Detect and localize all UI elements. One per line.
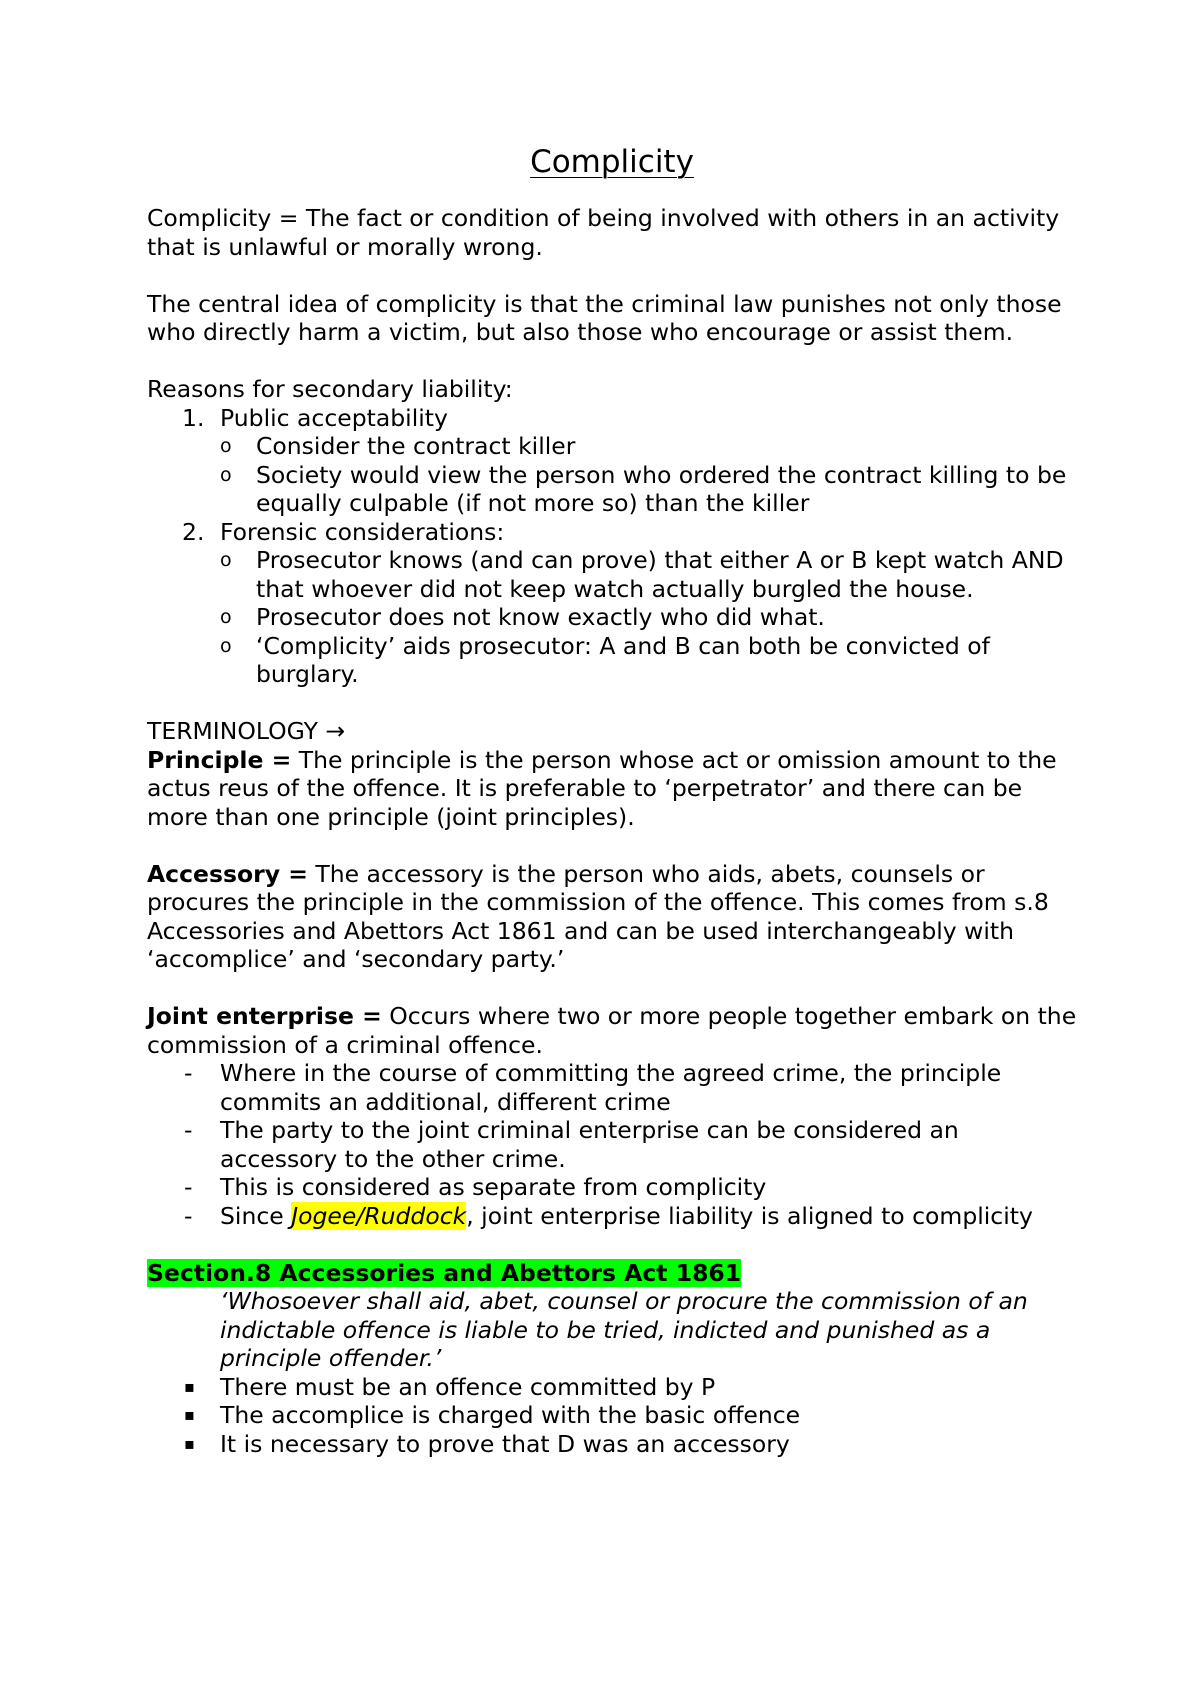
sub-list-item xyxy=(220,546,1077,603)
dash-bullet-icon: - xyxy=(184,1059,193,1087)
sub-item-text: Prosecutor does not know exactly who did what. xyxy=(256,603,825,631)
list-item xyxy=(147,1430,1077,1459)
section-heading: Section.8 Accessories and Abettors Act 1861 xyxy=(147,1258,742,1287)
page-title: Complicity xyxy=(530,144,694,180)
sub-list-item xyxy=(220,461,1077,518)
definition-paragraph: Complicity = The fact or condition of being involved with others in an activity that is unlawful or morally wrong. xyxy=(147,204,1060,261)
dash-bullet-icon: - xyxy=(184,1201,193,1230)
list-number: 1. xyxy=(182,403,205,432)
spacer xyxy=(147,261,1077,290)
square-bullet-icon: ▪ xyxy=(184,1433,195,1453)
circle-bullet-icon: o xyxy=(220,606,232,628)
sub-list xyxy=(220,546,1077,689)
sub-item-text: ‘Complicity’ aids prosecutor: A and B can both be convicted of burglary. xyxy=(256,631,990,688)
list-item-text: The party to the joint criminal enterprise can be considered an accessory to the other crime. xyxy=(220,1116,959,1173)
list-item xyxy=(147,1059,1077,1116)
square-bullet-icon: ▪ xyxy=(184,1376,195,1396)
principle-term: Principle = xyxy=(147,745,292,774)
list-item xyxy=(147,1116,1077,1173)
principle-text: The principle is the person whose act or omission amount to the actus reus of the offence. It is preferable to ‘perpetrator’ and there can be more than one principle (joint principles). xyxy=(147,745,1057,831)
reason-label: Forensic considerations: xyxy=(220,517,505,546)
circle-bullet-icon: o xyxy=(220,549,232,571)
accessory-term: Accessory = xyxy=(147,859,308,888)
reason-label: Public acceptability xyxy=(220,403,448,432)
list-item xyxy=(147,1202,1077,1231)
joint-enterprise-paragraph xyxy=(147,1002,1077,1059)
list-item xyxy=(147,1173,1077,1202)
document-body xyxy=(147,140,1077,1458)
sub-list-item xyxy=(220,632,1077,689)
spacer xyxy=(147,831,1077,860)
reasons-heading: Reasons for secondary liability: xyxy=(147,375,513,403)
spacer xyxy=(147,689,1077,718)
sub-item-text: Prosecutor knows (and can prove) that either A or B kept watch AND that whoever did not keep watch actually burgled the house. xyxy=(256,546,1064,603)
terminology-heading: TERMINOLOGY → xyxy=(147,717,346,745)
joint-enterprise-list xyxy=(147,1059,1077,1230)
sub-list-item xyxy=(220,603,1077,632)
list-number: 2. xyxy=(182,517,205,546)
spacer xyxy=(147,974,1077,1003)
section-heading-paragraph xyxy=(147,1259,1077,1288)
list-item xyxy=(147,1373,1077,1402)
sub-list xyxy=(220,432,1077,518)
reasons-list xyxy=(147,404,1077,689)
list-item-text: This is considered as separate from complicity xyxy=(220,1173,767,1201)
sub-list-item xyxy=(220,432,1077,461)
since-prefix: Since xyxy=(220,1201,292,1230)
accessory-text: The accessory is the person who aids, abets, counsels or procures the principle in the commission of the offence. This comes from s.8 Accessories and Abettors Act 1861 and can be used interchangeably with ‘accomplice’ and ‘secondary party.’ xyxy=(147,859,1049,973)
principle-paragraph xyxy=(147,746,1077,832)
dash-bullet-icon: - xyxy=(184,1173,193,1201)
dash-bullet-icon: - xyxy=(184,1116,193,1144)
circle-bullet-icon: o xyxy=(220,463,232,486)
sub-item-text: Consider the contract killer xyxy=(256,432,576,460)
case-name-highlight: Jogee/Ruddock xyxy=(291,1201,467,1230)
accessory-paragraph xyxy=(147,860,1077,974)
since-suffix: , joint enterprise liability is aligned to complicity xyxy=(466,1201,1033,1230)
joint-enterprise-text: Occurs where two or more people together embark on the commission of a criminal offence. xyxy=(147,1002,1077,1059)
sub-item-text: Society would view the person who ordered the contract killing to be equally culpable (if not more so) than the killer xyxy=(256,460,1067,517)
list-item-text: The accomplice is charged with the basic offence xyxy=(220,1401,801,1429)
list-item-text: There must be an offence committed by P xyxy=(220,1372,716,1401)
list-item-text: It is necessary to prove that D was an accessory xyxy=(220,1429,790,1458)
square-bullet-icon: ▪ xyxy=(184,1405,195,1424)
joint-enterprise-term: Joint enterprise = xyxy=(147,1002,382,1030)
list-item xyxy=(147,1401,1077,1430)
section-points-list xyxy=(147,1373,1077,1459)
spacer xyxy=(147,1230,1077,1259)
spacer xyxy=(147,347,1077,376)
reason-item xyxy=(147,404,1077,518)
circle-bullet-icon: o xyxy=(220,435,232,457)
statute-quote: ‘Whosoever shall aid, abet, counsel or procure the commission of an indictable offence is liable to be tried, indicted and punished as a principle offender.’ xyxy=(220,1287,1028,1372)
circle-bullet-icon: o xyxy=(220,634,232,657)
reason-item xyxy=(147,518,1077,689)
list-item-text: Where in the course of committing the agreed crime, the principle commits an additional, different crime xyxy=(220,1059,1002,1116)
central-idea-paragraph: The central idea of complicity is that the criminal law punishes not only those who directly harm a victim, but also those who encourage or assist them. xyxy=(147,289,1062,346)
